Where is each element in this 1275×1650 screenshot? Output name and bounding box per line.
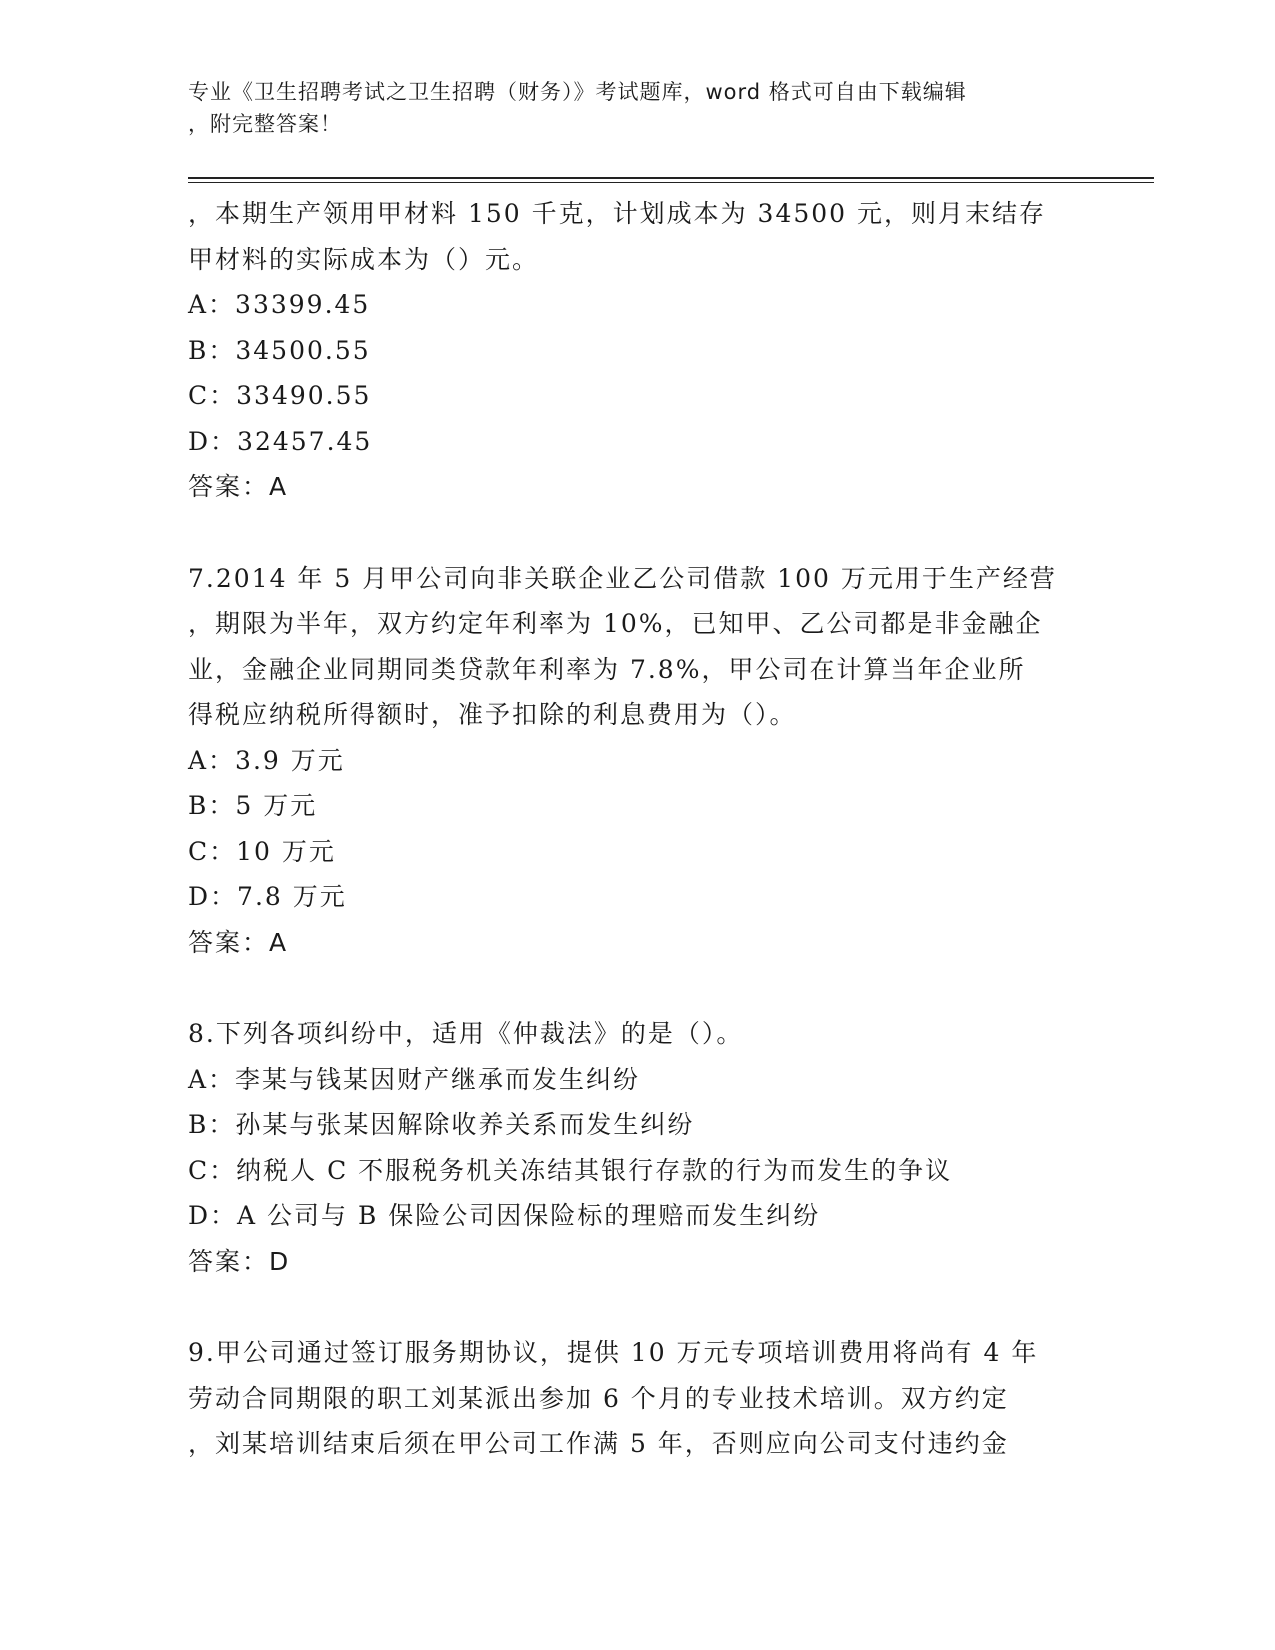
- option-c: C：33490.55: [188, 381, 372, 410]
- option-b: B：5 万元: [188, 791, 318, 820]
- option-b: B：孙某与张某因解除收养关系而发生纠纷: [188, 1110, 695, 1139]
- option-d: D：32457.45: [188, 426, 373, 456]
- document-header: [188, 76, 1068, 140]
- header-divider-thick: [188, 177, 1154, 179]
- question-text-line: 甲材料的实际成本为（）元。: [188, 244, 540, 274]
- question-text-line: 8.下列各项纠纷中，适用《仲裁法》的是（）。: [188, 1019, 744, 1048]
- option-d: D：7.8 万元: [188, 882, 347, 911]
- question-7: [188, 556, 1088, 966]
- question-text-line: ，刘某培训结束后须在甲公司工作满 5 年，否则应向公司支付违约金: [188, 1429, 1009, 1458]
- header-divider-thin: [188, 182, 1154, 183]
- question-text-line: ，期限为半年，双方约定年利率为 10%，已知甲、乙公司都是非金融企: [188, 609, 1043, 638]
- question-text-line: ，本期生产领用甲材料 150 千克，计划成本为 34500 元，则月末结存: [188, 199, 1047, 228]
- option-d: D：A 公司与 B 保险公司因保险标的理赔而发生纠纷: [188, 1201, 821, 1230]
- option-a: A：3.9 万元: [188, 745, 345, 775]
- question-text-line: 业，金融企业同期同类贷款年利率为 7.8%，甲公司在计算当年企业所: [188, 654, 1026, 684]
- option-c: C：纳税人 C 不服税务机关冻结其银行存款的行为而发生的争议: [188, 1155, 953, 1185]
- answer-label: 答案：A: [188, 927, 289, 957]
- question-8: [188, 1011, 1088, 1284]
- answer-label: 答案：D: [188, 1246, 291, 1276]
- question-text-line: 9.甲公司通过签订服务期协议，提供 10 万元专项培训费用将尚有 4 年: [188, 1338, 1039, 1367]
- header-line-2: ，附完整答案！: [188, 112, 342, 136]
- spacer: [188, 965, 1088, 1011]
- question-text-line: 得税应纳税所得额时，准予扣除的利息费用为（）。: [188, 700, 797, 729]
- question-text-line: 劳动合同期限的职工刘某派出参加 6 个月的专业技术培训。双方约定: [188, 1383, 1009, 1413]
- spacer: [188, 1284, 1088, 1330]
- option-a: A：李某与钱某因财产继承而发生纠纷: [188, 1064, 641, 1094]
- question-9: [188, 1330, 1088, 1467]
- question-list: [188, 191, 1088, 1467]
- spacer: [188, 510, 1088, 556]
- option-a: A：33399.45: [188, 290, 371, 319]
- question-6: [188, 191, 1088, 510]
- question-text-line: 7.2014 年 5 月甲公司向非关联企业乙公司借款 100 万元用于生产经营: [188, 563, 1057, 593]
- answer-label: 答案：A: [188, 472, 289, 501]
- header-line-1: 专业《卫生招聘考试之卫生招聘（财务）》考试题库，word 格式可自由下载编辑: [188, 80, 967, 104]
- option-c: C：10 万元: [188, 836, 336, 866]
- option-b: B：34500.55: [188, 335, 371, 365]
